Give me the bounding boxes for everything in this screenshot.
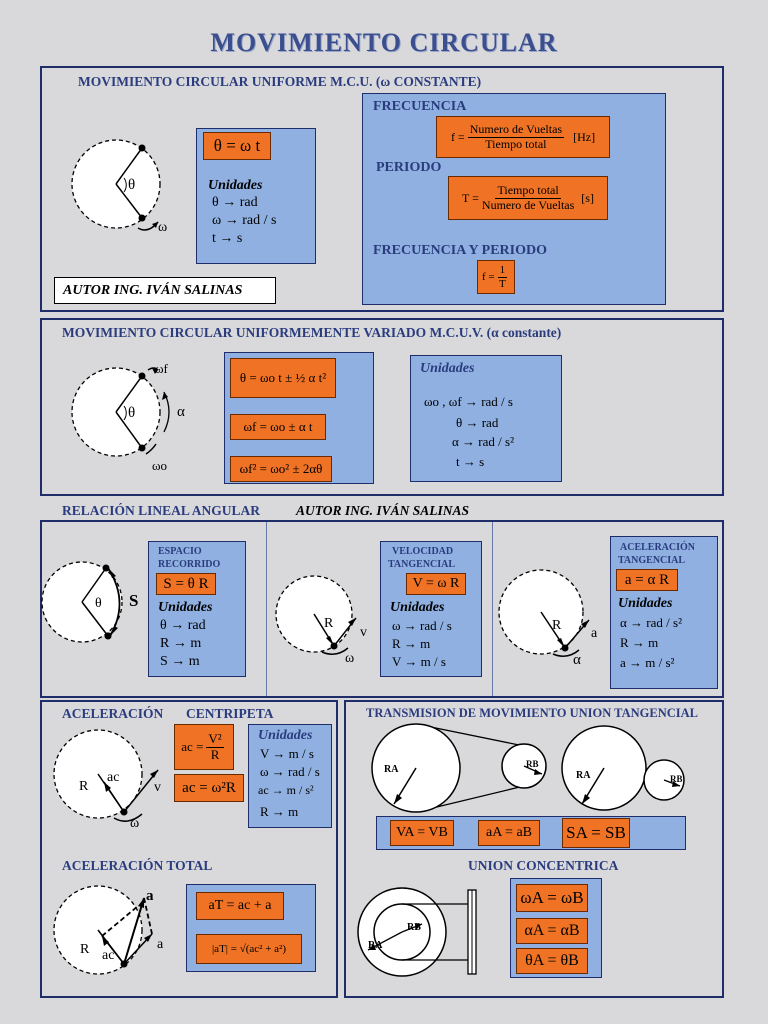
mcu-formula: θ = ω t	[203, 132, 271, 160]
total-a-top: a	[146, 888, 154, 904]
conc-rb-label: RB	[407, 922, 421, 933]
vel-r-label: R	[324, 616, 334, 631]
aceleracion-unit-1: α → rad / s²	[620, 615, 682, 630]
espacio-unit-3: S → m	[160, 654, 200, 669]
espacio-unit-1: θ → rad	[160, 618, 206, 633]
centripeta-unit-4: R → m	[260, 804, 299, 819]
mcuv-unit-4: t → s	[456, 454, 485, 469]
centripeta-unit-2: ω → rad / s	[260, 764, 320, 779]
velocidad-units-title: Unidades	[390, 600, 445, 615]
mcuv-theta: θ	[128, 405, 136, 421]
belt-rb-label: RB	[526, 759, 539, 769]
mcu-header: MOVIMIENTO CIRCULAR UNIFORME M.C.U. (ω CONSTANTE)	[78, 74, 482, 89]
espacio-unit-2: R → m	[160, 636, 202, 651]
transmision-formula-3: SA = SB	[562, 818, 630, 848]
velocidad-title-1: VELOCIDAD	[392, 546, 454, 557]
mcu-author: AUTOR ING. IVÁN SALINAS	[54, 277, 276, 304]
rla-theta-label: θ	[95, 596, 102, 611]
gear-contact-diagram	[562, 724, 692, 814]
mcuv-unit-3: α → rad / s²	[452, 434, 514, 449]
cent-f1-den: R	[210, 746, 220, 762]
centripeta-formula-2: ac = ω²R	[174, 774, 244, 802]
cent-r-label: R	[79, 779, 89, 794]
period-numerator: Tiempo total	[497, 182, 559, 197]
fp-fraction	[498, 264, 508, 290]
mcuv-omega-o: ωo	[152, 458, 168, 473]
mcu-unit-1: θ → rad	[212, 195, 258, 210]
velocidad-unit-2: R → m	[392, 636, 431, 651]
mcuv-unit-1: ωo , ωf → rad / s	[424, 394, 513, 409]
espacio-title-2: RECORRIDO	[158, 559, 221, 570]
espacio-formula: S = θ R	[156, 573, 216, 595]
centripeta-formula-1	[174, 724, 234, 770]
mcuv-header: MOVIMIENTO CIRCULAR UNIFORMEMENTE VARIADO M.C.U.V. (α constante)	[62, 325, 562, 340]
page-title: MOVIMIENTO CIRCULAR	[210, 28, 558, 57]
fp-formula	[477, 260, 515, 294]
aceleracion-units-title: Unidades	[618, 596, 673, 611]
period-formula	[448, 176, 608, 220]
centripeta-header-1: ACELERACIÓN	[62, 706, 164, 721]
transmision-header: TRANSMISION DE MOVIMIENTO UNION TANGENCIAL	[366, 706, 698, 720]
centripeta-unit-3: ac → m / s²	[258, 783, 314, 797]
acc-alpha-label: α	[573, 652, 581, 668]
mcuv-formula-1: θ = ωo t ± ½ α t²	[230, 358, 336, 398]
total-header: ACELERACIÓN TOTAL	[62, 858, 213, 873]
concentrica-formula-2: αA = αB	[516, 918, 588, 944]
centripeta-units-title: Unidades	[258, 728, 313, 743]
freq-lhs: f =	[450, 129, 465, 144]
velocidad-title-2: TANGENCIAL	[388, 559, 456, 570]
period-title: PERIODO	[376, 160, 442, 175]
mcuv-formula-2: ωf = ωo ± α t	[230, 414, 326, 440]
espacio-units-title: Unidades	[158, 600, 213, 615]
freq-title: FRECUENCIA	[373, 99, 467, 114]
period-fraction	[482, 184, 574, 213]
aceleracion-title-2: TANGENCIAL	[618, 555, 686, 566]
total-formula-2: |aT| = √(ac² + a²)	[196, 934, 302, 964]
rla-divider-1	[266, 522, 267, 696]
velocidad-unit-1: ω → rad / s	[392, 618, 452, 633]
fp-numerator: 1	[499, 263, 506, 276]
mcuv-unit-2: θ → rad	[456, 415, 499, 430]
total-formula-1: aT = ac + a	[196, 892, 284, 920]
vel-v-label: v	[360, 625, 367, 640]
rla-divider-2	[492, 522, 493, 696]
mcuv-units-title: Unidades	[420, 361, 475, 376]
mcu-units-title: Unidades	[208, 178, 263, 193]
concentrica-header: UNION CONCENTRICA	[468, 858, 619, 873]
rla-header: RELACIÓN LINEAL ANGULAR	[62, 503, 261, 518]
total-a-side: a	[157, 937, 164, 952]
aceleracion-unit-3: a → m / s²	[620, 655, 675, 670]
conc-ra-label: RA	[368, 940, 383, 951]
transmision-formula-1: VA = VB	[390, 820, 454, 846]
vel-w-label: ω	[345, 651, 355, 666]
cent-w-label: ω	[130, 816, 140, 831]
centripeta-header-2: CENTRIPETA	[186, 706, 274, 721]
transmision-formula-2: aA = aB	[478, 820, 540, 846]
period-unit: [s]	[581, 190, 594, 205]
cent-f1-fraction	[206, 732, 223, 763]
cent-ac-label: ac	[107, 770, 120, 785]
fp-title: FRECUENCIA Y PERIODO	[373, 243, 547, 258]
rla-s-label: S	[129, 591, 139, 610]
velocidad-unit-3: V → m / s	[392, 654, 446, 669]
concentrica-formula-1: ωA = ωB	[516, 884, 588, 912]
freq-denominator: Tiempo total	[485, 136, 547, 151]
fp-denominator: T	[498, 277, 506, 290]
period-denominator: Numero de Vueltas	[481, 197, 575, 212]
acc-a-label: a	[591, 626, 598, 641]
aceleracion-unit-2: R → m	[620, 635, 659, 650]
concentrica-formula-3: θA = θB	[516, 948, 588, 974]
cent-f1-lhs: ac =	[181, 739, 204, 754]
gear-rb-label: RB	[670, 774, 683, 784]
freq-unit: [Hz]	[573, 129, 596, 144]
acc-r-label: R	[552, 618, 562, 633]
espacio-title-1: ESPACIO	[158, 546, 202, 557]
mcu-theta-label: θ	[128, 177, 136, 193]
total-r-label: R	[80, 942, 90, 957]
cent-f1-num: V²	[208, 730, 222, 746]
cent-v-label: v	[154, 780, 161, 795]
total-diagram	[54, 884, 174, 994]
fp-lhs: f =	[481, 271, 495, 283]
mcu-unit-2: ω → rad / s	[212, 213, 277, 228]
velocidad-formula: V = ω R	[406, 573, 466, 595]
rla-arc-diagram	[42, 558, 142, 658]
rla-author: AUTOR ING. IVÁN SALINAS	[296, 503, 470, 518]
centripeta-unit-1: V → m / s	[260, 746, 314, 761]
gear-ra-label: RA	[576, 770, 591, 781]
belt-ra-label: RA	[384, 764, 399, 775]
mcu-omega-label: ω	[158, 220, 168, 235]
mcuv-alpha: α	[177, 404, 185, 420]
mcuv-formula-3: ωf² = ωo² ± 2αθ	[230, 456, 332, 482]
concentric-diagram	[358, 884, 488, 980]
mcuv-omega-f: ωf	[155, 361, 168, 376]
freq-formula	[436, 116, 610, 158]
freq-numerator: Numero de Vueltas	[469, 121, 563, 136]
mcu-unit-3: t → s	[212, 231, 243, 246]
freq-fraction	[468, 123, 564, 152]
period-lhs: T =	[462, 190, 479, 205]
aceleracion-formula: a = α R	[616, 569, 678, 591]
total-ac-label: ac	[102, 948, 115, 963]
aceleracion-title-1: ACELERACIÓN	[620, 542, 696, 553]
